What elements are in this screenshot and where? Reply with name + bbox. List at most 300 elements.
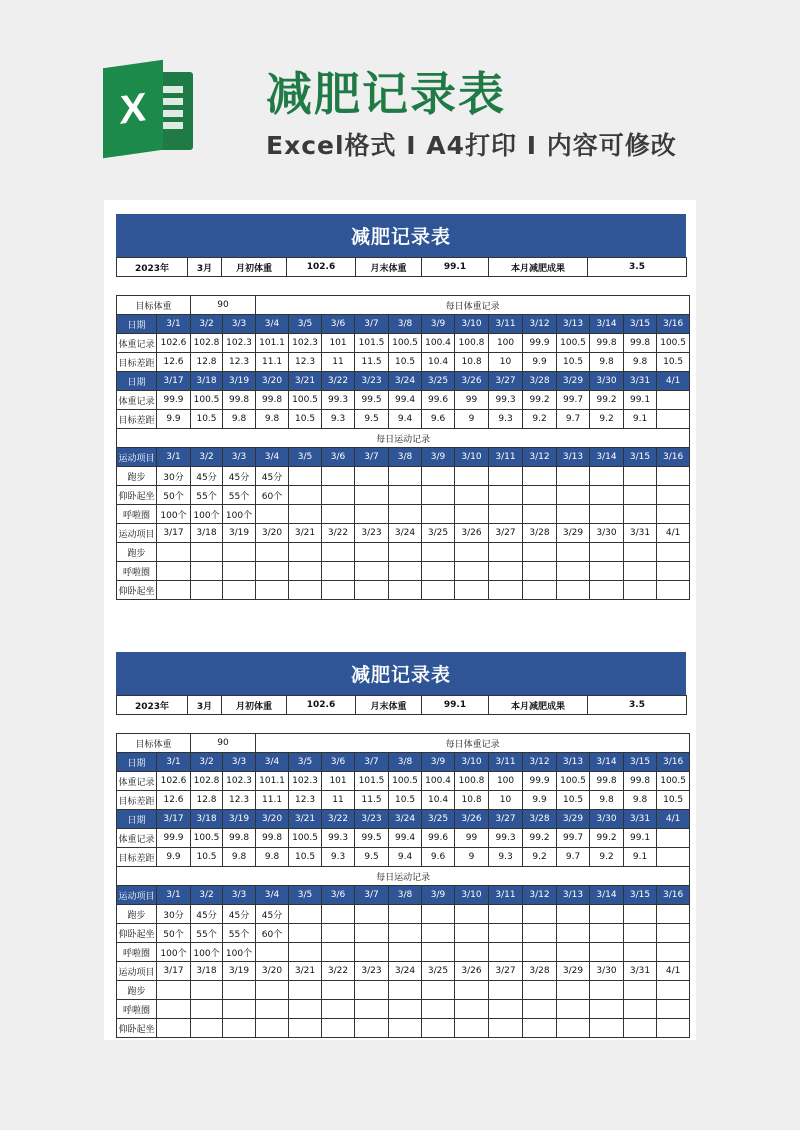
exercise-cell[interactable] [256,1000,289,1019]
exercise-cell[interactable] [355,981,389,1000]
weight-cell[interactable]: 99 [455,829,489,848]
exercise-cell[interactable] [322,1000,355,1019]
exercise-cell[interactable] [590,505,624,524]
gap-cell[interactable]: 10.5 [657,791,690,810]
exercise-cell[interactable] [355,562,389,581]
exercise-cell[interactable] [289,924,322,943]
weight-cell[interactable]: 100.5 [657,334,690,353]
exercise-cell[interactable] [289,467,322,486]
exercise-cell[interactable] [256,1019,289,1038]
exercise-cell[interactable] [624,905,657,924]
gap-cell[interactable]: 9.1 [624,848,657,867]
gap-cell[interactable]: 9.9 [157,410,191,429]
exercise-cell[interactable] [590,1019,624,1038]
gap-cell[interactable]: 11.1 [256,353,289,372]
exercise-cell[interactable] [289,981,322,1000]
weight-cell[interactable]: 99.6 [422,391,455,410]
exercise-cell[interactable] [455,905,489,924]
weight-cell[interactable] [657,391,690,410]
exercise-cell[interactable] [590,981,624,1000]
exercise-cell[interactable] [389,943,422,962]
exercise-cell[interactable] [422,1000,455,1019]
exercise-cell[interactable] [489,486,523,505]
exercise-cell[interactable] [355,1019,389,1038]
exercise-cell[interactable] [489,467,523,486]
gap-cell[interactable]: 9.2 [590,410,624,429]
exercise-cell[interactable] [256,505,289,524]
exercise-cell[interactable] [523,1000,557,1019]
initial-weight-cell[interactable]: 102.6 [287,258,356,277]
gap-cell[interactable]: 9.8 [590,353,624,372]
weight-cell[interactable]: 101 [322,334,355,353]
exercise-cell[interactable] [657,562,690,581]
weight-cell[interactable]: 99.9 [523,772,557,791]
exercise-cell[interactable]: 45分 [191,905,223,924]
final-weight-cell[interactable]: 99.1 [422,258,489,277]
weight-cell[interactable]: 102.8 [191,772,223,791]
gap-cell[interactable]: 10.5 [389,791,422,810]
gap-cell[interactable] [657,410,690,429]
exercise-cell[interactable] [355,505,389,524]
gap-cell[interactable]: 9.6 [422,848,455,867]
exercise-cell[interactable]: 60个 [256,924,289,943]
exercise-cell[interactable] [624,581,657,600]
weight-cell[interactable]: 100.5 [389,772,422,791]
weight-cell[interactable]: 99.2 [590,391,624,410]
exercise-cell[interactable]: 100个 [223,505,256,524]
exercise-cell[interactable] [523,467,557,486]
exercise-cell[interactable] [355,486,389,505]
gap-cell[interactable]: 10.8 [455,353,489,372]
exercise-cell[interactable] [624,981,657,1000]
exercise-cell[interactable] [455,981,489,1000]
exercise-cell[interactable] [489,562,523,581]
gap-cell[interactable]: 9.4 [389,848,422,867]
exercise-cell[interactable] [289,562,322,581]
weight-cell[interactable]: 99.5 [355,391,389,410]
exercise-cell[interactable] [489,581,523,600]
exercise-cell[interactable] [389,486,422,505]
exercise-cell[interactable] [157,1019,191,1038]
exercise-cell[interactable]: 60个 [256,486,289,505]
weight-cell[interactable]: 99.3 [322,829,355,848]
gap-cell[interactable]: 12.6 [157,791,191,810]
weight-cell[interactable]: 99.2 [523,829,557,848]
gap-cell[interactable]: 9.9 [523,791,557,810]
exercise-cell[interactable] [590,562,624,581]
weight-cell[interactable]: 100.5 [389,334,422,353]
weight-cell[interactable]: 99.9 [157,391,191,410]
gap-cell[interactable]: 9.1 [624,410,657,429]
exercise-cell[interactable] [322,467,355,486]
exercise-cell[interactable] [523,1019,557,1038]
weight-cell[interactable]: 102.6 [157,772,191,791]
weight-cell[interactable]: 102.3 [223,772,256,791]
gap-cell[interactable] [657,848,690,867]
exercise-cell[interactable] [289,486,322,505]
exercise-cell[interactable] [489,943,523,962]
exercise-cell[interactable] [223,981,256,1000]
exercise-cell[interactable] [657,543,690,562]
exercise-cell[interactable] [256,581,289,600]
gap-cell[interactable]: 9.3 [322,848,355,867]
exercise-cell[interactable] [624,543,657,562]
exercise-cell[interactable] [624,486,657,505]
gap-cell[interactable]: 9.9 [523,353,557,372]
exercise-cell[interactable]: 100个 [191,943,223,962]
exercise-cell[interactable] [557,486,590,505]
gap-cell[interactable]: 10.5 [389,353,422,372]
exercise-cell[interactable] [489,981,523,1000]
gap-cell[interactable]: 9.3 [322,410,355,429]
exercise-cell[interactable] [455,1000,489,1019]
gap-cell[interactable]: 11 [322,353,355,372]
weight-cell[interactable]: 100 [489,772,523,791]
exercise-cell[interactable] [624,505,657,524]
exercise-cell[interactable] [624,467,657,486]
weight-cell[interactable]: 99.6 [422,829,455,848]
exercise-cell[interactable] [322,943,355,962]
exercise-cell[interactable] [523,905,557,924]
exercise-cell[interactable] [191,981,223,1000]
exercise-cell[interactable]: 50个 [157,486,191,505]
gap-cell[interactable]: 9.5 [355,410,389,429]
exercise-cell[interactable]: 100个 [191,505,223,524]
gap-cell[interactable]: 9.3 [489,848,523,867]
gap-cell[interactable]: 10 [489,353,523,372]
exercise-cell[interactable] [422,1019,455,1038]
weight-cell[interactable]: 99.5 [355,829,389,848]
exercise-cell[interactable] [590,486,624,505]
weight-cell[interactable]: 99.8 [223,829,256,848]
gap-cell[interactable]: 10.5 [557,353,590,372]
exercise-cell[interactable] [590,905,624,924]
exercise-cell[interactable]: 100个 [157,943,191,962]
exercise-cell[interactable] [624,562,657,581]
gap-cell[interactable]: 12.3 [223,791,256,810]
gap-cell[interactable]: 9.8 [223,848,256,867]
exercise-cell[interactable] [389,1000,422,1019]
weight-cell[interactable]: 101.5 [355,334,389,353]
exercise-cell[interactable] [489,505,523,524]
weight-cell[interactable]: 99.8 [590,334,624,353]
exercise-cell[interactable] [657,505,690,524]
weight-cell[interactable]: 99.8 [256,829,289,848]
exercise-cell[interactable]: 45分 [256,905,289,924]
year-cell[interactable]: 2023年 [117,696,188,715]
gap-cell[interactable]: 10.4 [422,353,455,372]
exercise-cell[interactable] [422,505,455,524]
exercise-cell[interactable] [523,562,557,581]
exercise-cell[interactable]: 30分 [157,905,191,924]
weight-cell[interactable]: 99.7 [557,391,590,410]
exercise-cell[interactable] [389,1019,422,1038]
month-cell[interactable]: 3月 [188,258,222,277]
exercise-cell[interactable] [557,467,590,486]
gap-cell[interactable]: 9.8 [624,791,657,810]
weight-cell[interactable]: 100.5 [289,391,322,410]
exercise-cell[interactable] [455,543,489,562]
gap-cell[interactable]: 10.5 [289,410,322,429]
gap-cell[interactable]: 12.6 [157,353,191,372]
exercise-cell[interactable] [422,943,455,962]
final-weight-cell[interactable]: 99.1 [422,696,489,715]
exercise-cell[interactable] [590,581,624,600]
exercise-cell[interactable] [489,543,523,562]
weight-cell[interactable] [657,829,690,848]
weight-cell[interactable]: 100 [489,334,523,353]
exercise-cell[interactable]: 30分 [157,467,191,486]
exercise-cell[interactable] [289,1000,322,1019]
exercise-cell[interactable] [322,924,355,943]
exercise-cell[interactable] [657,581,690,600]
exercise-cell[interactable] [455,486,489,505]
exercise-cell[interactable]: 45分 [256,467,289,486]
month-cell[interactable]: 3月 [188,696,222,715]
exercise-cell[interactable] [289,505,322,524]
exercise-cell[interactable] [355,905,389,924]
exercise-cell[interactable]: 45分 [223,905,256,924]
initial-weight-cell[interactable]: 102.6 [287,696,356,715]
exercise-cell[interactable] [624,924,657,943]
exercise-cell[interactable] [523,486,557,505]
gap-cell[interactable]: 10.5 [191,848,223,867]
exercise-cell[interactable] [322,486,355,505]
exercise-cell[interactable] [657,924,690,943]
exercise-cell[interactable] [422,581,455,600]
weight-cell[interactable]: 101.5 [355,772,389,791]
weight-cell[interactable]: 101.1 [256,334,289,353]
gap-cell[interactable]: 11 [322,791,355,810]
exercise-cell[interactable] [191,581,223,600]
gap-cell[interactable]: 10.5 [289,848,322,867]
exercise-cell[interactable] [256,543,289,562]
exercise-cell[interactable] [389,505,422,524]
exercise-cell[interactable] [523,581,557,600]
exercise-cell[interactable] [389,981,422,1000]
weight-cell[interactable]: 99.1 [624,391,657,410]
exercise-cell[interactable] [557,543,590,562]
exercise-cell[interactable] [322,581,355,600]
weight-cell[interactable]: 102.3 [289,772,322,791]
exercise-cell[interactable] [489,905,523,924]
weight-cell[interactable]: 99.1 [624,829,657,848]
exercise-cell[interactable] [590,943,624,962]
exercise-cell[interactable] [455,505,489,524]
gap-cell[interactable]: 12.3 [289,353,322,372]
exercise-cell[interactable] [223,543,256,562]
exercise-cell[interactable] [455,467,489,486]
exercise-cell[interactable] [289,905,322,924]
exercise-cell[interactable] [489,1000,523,1019]
weight-cell[interactable]: 100.8 [455,334,489,353]
gap-cell[interactable]: 12.3 [289,791,322,810]
exercise-cell[interactable] [590,924,624,943]
exercise-cell[interactable] [389,581,422,600]
exercise-cell[interactable] [256,981,289,1000]
weight-cell[interactable]: 99.2 [590,829,624,848]
weight-cell[interactable]: 99.7 [557,829,590,848]
exercise-cell[interactable] [389,905,422,924]
exercise-cell[interactable] [557,581,590,600]
gap-cell[interactable]: 11.5 [355,353,389,372]
weight-cell[interactable]: 99.9 [523,334,557,353]
exercise-cell[interactable] [624,1000,657,1019]
exercise-cell[interactable] [489,1019,523,1038]
exercise-cell[interactable] [657,981,690,1000]
exercise-cell[interactable] [389,562,422,581]
exercise-cell[interactable] [523,981,557,1000]
exercise-cell[interactable] [289,943,322,962]
result-cell[interactable]: 3.5 [588,258,687,277]
exercise-cell[interactable] [557,981,590,1000]
exercise-cell[interactable] [657,1019,690,1038]
exercise-cell[interactable] [557,924,590,943]
weight-cell[interactable]: 102.3 [289,334,322,353]
exercise-cell[interactable] [223,581,256,600]
exercise-cell[interactable] [489,924,523,943]
exercise-cell[interactable] [557,1000,590,1019]
gap-cell[interactable]: 10.5 [557,791,590,810]
exercise-cell[interactable] [657,943,690,962]
weight-cell[interactable]: 100.5 [289,829,322,848]
exercise-cell[interactable] [422,562,455,581]
exercise-cell[interactable] [422,981,455,1000]
exercise-cell[interactable] [157,981,191,1000]
exercise-cell[interactable] [191,562,223,581]
weight-cell[interactable]: 100.4 [422,334,455,353]
exercise-cell[interactable] [355,467,389,486]
exercise-cell[interactable] [455,562,489,581]
exercise-cell[interactable] [355,543,389,562]
exercise-cell[interactable] [422,905,455,924]
exercise-cell[interactable] [523,505,557,524]
gap-cell[interactable]: 9.2 [523,410,557,429]
exercise-cell[interactable] [389,543,422,562]
gap-cell[interactable]: 11.5 [355,791,389,810]
gap-cell[interactable]: 9 [455,410,489,429]
weight-cell[interactable]: 100.5 [191,829,223,848]
exercise-cell[interactable] [422,486,455,505]
exercise-cell[interactable] [157,1000,191,1019]
exercise-cell[interactable] [322,505,355,524]
weight-cell[interactable]: 102.3 [223,334,256,353]
exercise-cell[interactable] [389,924,422,943]
weight-cell[interactable]: 99.8 [256,391,289,410]
gap-cell[interactable]: 12.8 [191,353,223,372]
target-weight-cell[interactable]: 90 [191,734,256,753]
exercise-cell[interactable] [322,562,355,581]
gap-cell[interactable]: 12.8 [191,791,223,810]
weight-cell[interactable]: 99.8 [624,334,657,353]
exercise-cell[interactable] [523,543,557,562]
exercise-cell[interactable] [624,1019,657,1038]
exercise-cell[interactable]: 45分 [223,467,256,486]
gap-cell[interactable]: 9.2 [523,848,557,867]
exercise-cell[interactable] [422,543,455,562]
weight-cell[interactable]: 99.8 [223,391,256,410]
weight-cell[interactable]: 99.3 [489,391,523,410]
weight-cell[interactable]: 100.5 [191,391,223,410]
exercise-cell[interactable] [590,1000,624,1019]
exercise-cell[interactable]: 100个 [223,943,256,962]
gap-cell[interactable]: 10.8 [455,791,489,810]
exercise-cell[interactable] [557,943,590,962]
gap-cell[interactable]: 9 [455,848,489,867]
exercise-cell[interactable] [191,543,223,562]
exercise-cell[interactable] [455,581,489,600]
exercise-cell[interactable] [455,943,489,962]
exercise-cell[interactable]: 55个 [223,924,256,943]
weight-cell[interactable]: 100.4 [422,772,455,791]
exercise-cell[interactable] [355,924,389,943]
weight-cell[interactable]: 100.8 [455,772,489,791]
weight-cell[interactable]: 102.6 [157,334,191,353]
exercise-cell[interactable] [355,1000,389,1019]
gap-cell[interactable]: 9.7 [557,410,590,429]
weight-cell[interactable]: 99.9 [157,829,191,848]
gap-cell[interactable]: 9.8 [624,353,657,372]
exercise-cell[interactable] [322,981,355,1000]
exercise-cell[interactable] [355,943,389,962]
weight-cell[interactable]: 99 [455,391,489,410]
exercise-cell[interactable] [657,486,690,505]
gap-cell[interactable]: 10 [489,791,523,810]
exercise-cell[interactable] [523,943,557,962]
exercise-cell[interactable] [191,1000,223,1019]
year-cell[interactable]: 2023年 [117,258,188,277]
exercise-cell[interactable] [557,505,590,524]
exercise-cell[interactable] [624,943,657,962]
exercise-cell[interactable] [422,924,455,943]
exercise-cell[interactable]: 55个 [223,486,256,505]
exercise-cell[interactable] [289,543,322,562]
target-weight-cell[interactable]: 90 [191,296,256,315]
gap-cell[interactable]: 9.8 [590,791,624,810]
exercise-cell[interactable] [557,1019,590,1038]
gap-cell[interactable]: 9.4 [389,410,422,429]
gap-cell[interactable]: 9.8 [223,410,256,429]
exercise-cell[interactable]: 55个 [191,486,223,505]
weight-cell[interactable]: 99.3 [489,829,523,848]
weight-cell[interactable]: 102.8 [191,334,223,353]
exercise-cell[interactable] [157,581,191,600]
exercise-cell[interactable]: 45分 [191,467,223,486]
exercise-cell[interactable] [557,905,590,924]
exercise-cell[interactable] [256,943,289,962]
weight-cell[interactable]: 99.3 [322,391,355,410]
exercise-cell[interactable] [256,562,289,581]
exercise-cell[interactable] [455,1019,489,1038]
exercise-cell[interactable] [422,467,455,486]
exercise-cell[interactable] [223,562,256,581]
exercise-cell[interactable]: 55个 [191,924,223,943]
gap-cell[interactable]: 9.6 [422,410,455,429]
weight-cell[interactable]: 99.4 [389,391,422,410]
weight-cell[interactable]: 99.8 [624,772,657,791]
weight-cell[interactable]: 100.5 [557,334,590,353]
exercise-cell[interactable] [223,1000,256,1019]
exercise-cell[interactable] [355,581,389,600]
gap-cell[interactable]: 11.1 [256,791,289,810]
weight-cell[interactable]: 100.5 [557,772,590,791]
weight-cell[interactable]: 99.8 [590,772,624,791]
exercise-cell[interactable] [289,581,322,600]
exercise-cell[interactable] [657,905,690,924]
gap-cell[interactable]: 12.3 [223,353,256,372]
weight-cell[interactable]: 101.1 [256,772,289,791]
exercise-cell[interactable] [322,543,355,562]
